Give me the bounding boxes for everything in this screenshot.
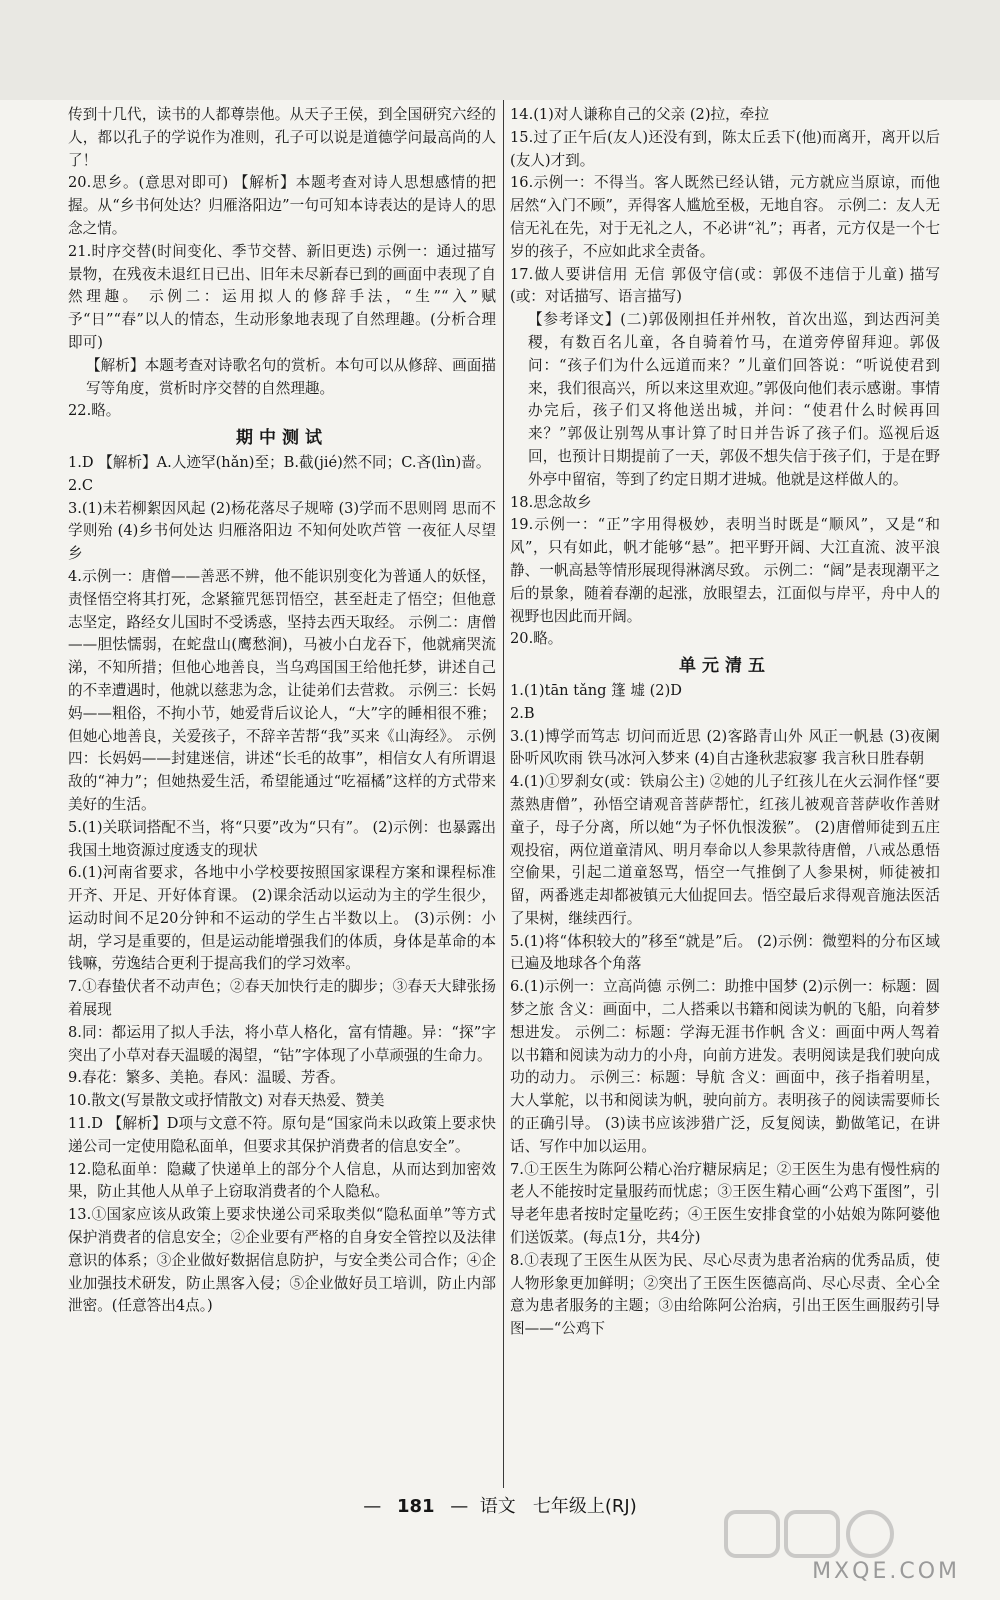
section-heading: 单元清五 [679,656,771,677]
answer-paragraph: 6.(1)示例一：立高尚德 示例二：助推中国梦 (2)示例一：标题：圆梦之旅 含义：画面中，二人搭乘以书籍和阅读为帆的飞船，向着梦想进发。 示例二：标题：学海无涯书作帆 含义：画面中两人驾着以书籍和阅读为动力的小舟，向前方进发。表明阅读是我们驶向成功的动力。 示例三：标题：导航 含义：画面中，孩子指着明星，大人掌舵，以书和阅读为帆，驶向前方。表明孩子的阅读需要师长的正确引导。 (3)读书应该涉猎广泛，反复阅读，勤做笔记，在讲话、写作中加以运用。 [510,978,940,1155]
answer-paragraph: 21.时序交替(时间变化、季节交替、新旧更迭) 示例一：通过描写景物，在残夜未退红日已出、旧年未尽新春已到的画面中表现了自然理趣。 示例二：运用拟人的修辞手法，“生”“入”赋予“日”“春”以人的情态，生动形象地表现了自然理趣。(分析合理即可) [68,242,496,351]
answer-paragraph: 9.春花：繁多、美艳。春风：温暖、芳香。 [68,1069,345,1087]
answer-paragraph: 4.示例一：唐僧——善恶不辨，他不能识别变化为普通人的妖怪，责怪悟空将其打死，念紧箍咒惩罚悟空，甚至赶走了悟空；但他意志坚定，路经女儿国时不受诱惑，坚持去西天取经。 示例二：唐僧——胆怯懦弱，在蛇盘山(鹰愁涧)，马被小白龙吞下，他就痛哭流涕，不知所措；但他心地善良，当乌鸡国国王给他托梦，讲述自己的不幸遭遇时，他就以慈悲为念，让徒弟们去营救。 示例三：长妈妈——粗俗，不拘小节，她爱背后议论人，“大”字的睡相很不雅；但她心地善良，关爱孩子，不辞辛苦帮“我”买来《山海经》。 示例四：长妈妈——封建迷信，讲述“长毛的故事”，相信女人有所谓退敌的“神力”；但她热爱生活，希望能通过“吃福橘”这样的方式带来美好的生活。 [68,567,496,813]
answer-paragraph: 20.略。 [510,630,563,648]
answer-paragraph: 5.(1)关联词搭配不当，将“只要”改为“只有”。 (2)示例：也暴露出我国土地资源过度透支的现状 [68,818,496,859]
answer-paragraph: 8.①表现了王医生从医为民、尽心尽责为患者治病的优秀品质，使人物形象更加鲜明；②突出了王医生医德高尚、尽心尽责、全心全意为患者服务的主题；③由给陈阿公治病，引出王医生画服药引导图——“公鸡下 [510,1251,940,1338]
answer-paragraph: 19.示例一：“正”字用得极妙，表明当时既是“顺风”，又是“和风”，只有如此，帆才能够“悬”。把平野开阔、大江直流、波平浪静、一帆高悬等情形展现得淋漓尽致。 示例二：“阔”是表现潮平之后的景象，随着春潮的起涨，放眼望去，江面似与岸平，舟中人的视野也因此而开阔。 [510,516,940,625]
footer-grade: 七年级上(RJ) [532,1496,637,1517]
answer-paragraph: 6.(1)河南省要求，各地中小学校要按照国家课程方案和课程标准开齐、开足、开好体育课。 (2)课余活动以运动为主的学生很少，运动时间不足20分钟和不运动的学生占半数以上。 (3)示例：小胡，学习是重要的，但是运动能增强我们的体质，身体是革命的本钱嘛，劳逸结合更利于提高我们的学习效率。 [68,864,496,973]
answer-paragraph: 传到十几代，读书的人都尊崇他。从天子王侯，到全国研究六经的人，都以孔子的学说作为准则，孔子可以说是道德学问最高尚的人了！ [68,106,496,169]
column-divider [503,100,504,1488]
answer-paragraph: 15.过了正午后(友人)还没有到，陈太丘丢下(他)而离开，离开以后(友人)才到。 [510,128,940,169]
answer-paragraph: 16.示例一：不得当。客人既然已经认错，元方就应当原谅，而他居然“入门不顾”，弄得客人尴尬至极，无地自容。 示例二：友人无信无礼在先，对于无礼之人，不必讲“礼”；再者，元方仅是一个七岁的孩子，不应如此求全责备。 [510,174,940,260]
answer-paragraph: 【参考译文】(二)郭伋刚担任并州牧，首次出巡，到达西河美稷，有数百名儿童，各自骑着竹马，在道旁停留拜迎。郭伋问：“孩子们为什么远道而来？”儿童们回答说：“听说使君到来，我们很高兴，所以来这里欢迎。”郭伋向他们表示感谢。事情办完后，孩子们又将他送出城，并问：“使君什么时候再回来？”郭伋让别驾从事计算了时日并告诉了孩子们。巡视后返回，也预计日期提前了一天，郭伋不想失信于孩子们，于是在野外亭中留宿，等到了约定日期才进城。他就是这样做人的。 [528,311,940,488]
answer-paragraph: 7.①王医生为陈阿公精心治疗糖尿病足；②王医生为患有慢性病的老人不能按时定量服药而忧虑；③王医生精心画“公鸡下蛋图”，引导老年患者按时定量吃药；④王医生安排食堂的小姑娘为陈阿婆他们送饭菜。(每点1分，共4分) [510,1160,940,1247]
answer-paragraph: 5.(1)将“体积较大的”移至“就是”后。 (2)示例：微塑料的分布区域已遍及地球各个角落 [510,932,940,973]
page-number: 181 [396,1496,435,1517]
answer-paragraph: 12.隐私面单：隐藏了快递单上的部分个人信息，从而达到加密效果，防止其他人从单子上窃取消费者的个人隐私。 [68,1160,496,1201]
answer-paragraph: 1.(1)tān tǎng 篷 墟 (2)D [510,681,682,699]
answer-paragraph: 10.散文(写景散文或抒情散文) 对春天热爱、赞美 [68,1092,385,1110]
answer-paragraph: 8.同：都运用了拟人手法，将小草人格化，富有情趣。异：“探”字突出了小草对春天温暖的渴望，“钻”字体现了小草顽强的生命力。 [68,1023,496,1064]
footer-dash-left: — [363,1496,382,1517]
section-heading: 期中测试 [236,428,328,449]
answer-paragraph: 18.思念故乡 [510,493,592,511]
watermark-text: MXQE.COM [812,1559,960,1584]
scan-top-band [0,0,1000,100]
right-column [510,104,940,1341]
left-column [68,104,496,1318]
answer-paragraph: 2.B [510,704,535,722]
answer-paragraph: 2.C [68,476,94,494]
answer-paragraph: 7.①春蛰伏者不动声色；②春天加快行走的脚步；③春天大肆张扬着展现 [68,978,496,1019]
answer-paragraph: 22.略。 [68,402,121,420]
answer-paragraph: 11.D 【解析】D项与文意不符。原句是“国家尚未以政策上要求快递公司一定使用隐私面单，但要求其保护消费者的信息安全”。 [68,1115,496,1155]
footer-subject: 语文 [479,1496,516,1517]
answer-paragraph: 14.(1)对人谦称自己的父亲 (2)拉，牵拉 [510,106,769,123]
footer-dash-right: — [450,1496,469,1517]
answer-paragraph: 3.(1)未若柳絮因风起 (2)杨花落尽子规啼 (3)学而不思则罔 思而不学则殆 (4)乡书何处达 归雁洛阳边 不知何处吹芦管 一夜征人尽望乡 [68,499,496,563]
answer-paragraph: 3.(1)博学而笃志 切问而近思 (2)客路青山外 风正一帆悬 (3)夜阑卧听风吹雨 铁马冰河入梦来 (4)自古逢秋悲寂寥 我言秋日胜春朝 [510,727,940,768]
answer-paragraph: 17.做人要讲信用 无信 郭伋守信(或：郭伋不违信于儿童) 描写(或：对话描写、语言描写) [510,265,940,306]
answer-paragraph: 【解析】本题考查对诗歌名句的赏析。本句可以从修辞、画面描写等角度，赏析时序交替的自然理趣。 [86,356,496,397]
answer-paragraph: 4.(1)①罗刹女(或：铁扇公主) ②她的儿子红孩儿在火云洞作怪“要蒸熟唐僧”，孙悟空请观音菩萨帮忙，红孩儿被观音菩萨收作善财童子，母子分离，所以她“为子怀仇恨泼猴”。 (2)唐僧师徒到五庄观投宿，两位道童清风、明月奉命以人参果款待唐僧，八戒怂恿悟空偷果，引起二道童怒骂，悟空一气推倒了人参果树，师徒被扣留，两番逃走却都被镇元大仙捉回去。悟空最后求得观音施法医活了果树，继续西行。 [510,773,940,927]
answer-paragraph: 20.思乡。(意思对即可) 【解析】本题考查对诗人思想感情的把握。从“乡书何处达？归雁洛阳边”一句可知本诗表达的是诗人的思念之情。 [68,174,496,237]
answer-paragraph: 1.D 【解析】A.人迹罕(hǎn)至；B.截(jié)然不同；C.吝(lìn)啬。 [68,453,491,471]
answer-paragraph: 13.①国家应该从政策上要求快递公司采取类似“隐私面单”等方式保护消费者的信息安全；②企业要有严格的自身安全管控以及法律意识的体系；③企业做好数据信息防护，与安全类公司合作；④企业加强技术研发，防止黑客入侵；⑤企业做好员工培训，防止内部泄密。(任意答出4点。) [68,1206,496,1315]
